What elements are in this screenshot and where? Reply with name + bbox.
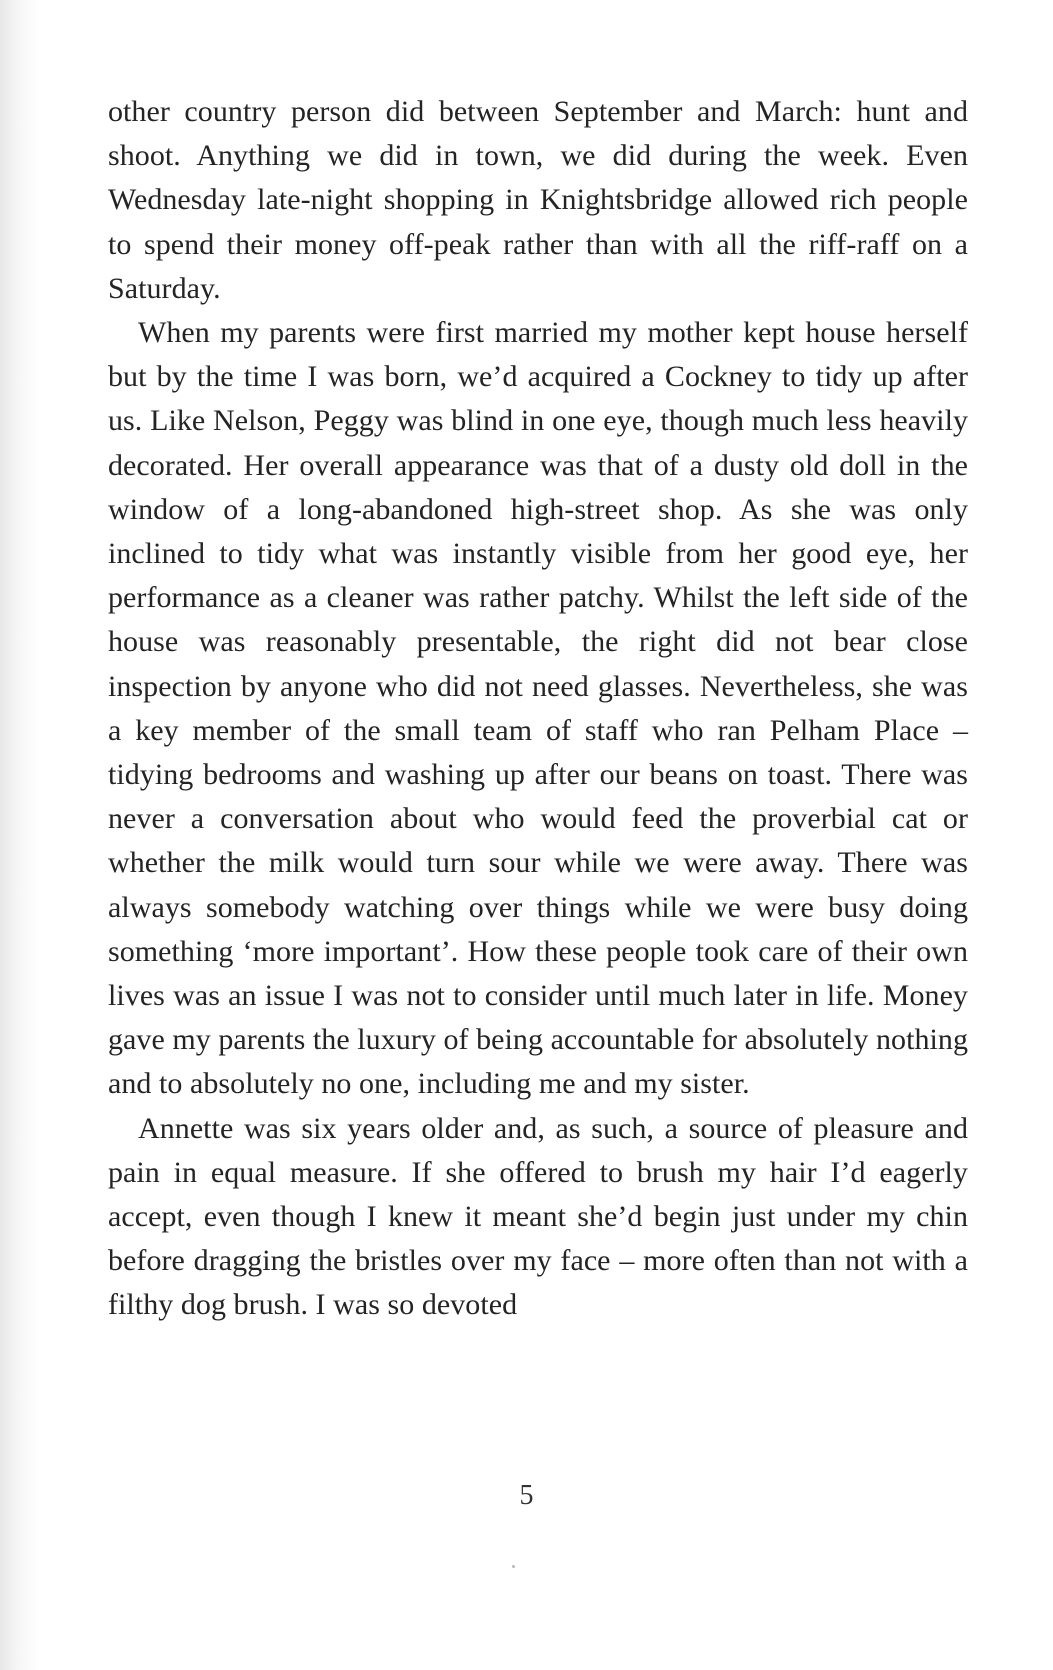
binding-shadow [0,0,40,1670]
page-number: 5 [519,1480,534,1511]
paragraph-2: When my parents were first married my mother kept house herself but by the time I was born, we’d acquired a Cockney to tidy up after us. Like Nelson, Peggy was blind in one eye, though much less heavily decorated. Her overall appearance was that of a dusty old doll in the window of a long-abandoned high-street shop. As she was only inclined to tidy what was instantly visible from her good eye, her performance as a cleaner was rather patchy. Whilst the left side of the house was reasonably presentable, the right did not bear close inspection by anyone who did not need glasses. Nevertheless, she was a key member of the small team of staff who ran Pelham Place – tidying bedrooms and washing up after our beans on toast. There was never a conversation about who would feed the proverbial cat or whether the milk would turn sour while we were away. There was always somebody watching over things while we were busy doing something ‘more important’. How these people took care of their own lives was an issue I was not to consider until much later in life. Money gave my parents the luxury of being accountable for absolutely nothing and to absolutely no one, including me and my sister. [108,316,968,1101]
scan-speck [512,1565,515,1568]
paragraph-1: other country person did between September and March: hunt and shoot. Anything we did in town, we did during the week. Even Wednesday late-night shopping in Knightsbridge allowed rich people to spend their money off-peak rather than with all the riff-raff on a Saturday. [108,95,968,305]
paragraph-3: Annette was six years older and, as such, a source of pleasure and pain in equal measure. If she offered to brush my hair I’d eagerly accept, even though I knew it meant she’d begin just under my chin before dragging the bristles over my face – more often than not with a filthy dog brush. I was so devoted [108,1111,968,1322]
body-text [108,90,968,1328]
